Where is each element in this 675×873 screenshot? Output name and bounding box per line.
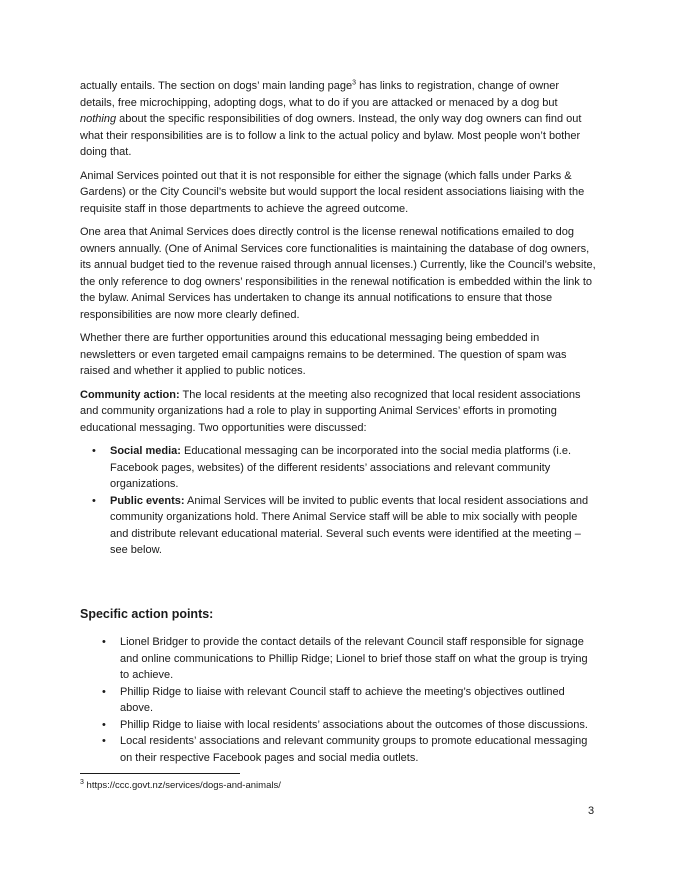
bullet-icon: • [102,685,106,698]
list-item: • Lionel Bridger to provide the contact details of the relevant Council staff responsible for signage and online communications to Phillip Ridge; Lionel to brief those staff on what the group is trying to achieve. [102,636,588,681]
paragraph-community-action: Community action: The local residents at the meeting also recognized that local resident associations and community organizations had a role to play in supporting Animal Services’ efforts in promoting educational messaging. Two opportunities were discussed: [80,388,581,434]
paragraph-landing-page: actually entails. The section on dogs’ main landing page$^3$ has links to registration, change of owner details, free microchipping, adopting dogs, what to do if you are attacked or menaced by a dog but nothing about the specific responsibilities of dog owners. Instead, the only way dog owners can find out what their responsibilities are is to follow a link to the actual policy and bylaw. Most people won’t bother doing that. [80,79,582,158]
footnote-ref: 3 [352,79,357,87]
bullet-icon: • [92,494,96,507]
document-body [80,78,596,766]
paragraph-animal-services-signage: Animal Services pointed out that it is not responsible for either the signage (which falls under Parks & Gardens) or the City Council’s website but would support the local resident associations liaising with the requisite staff in those departments to achieve the agreed outcome. [80,169,585,215]
footnote-divider [80,773,240,774]
list-item: • Phillip Ridge to liaise with local residents’ associations about the outcomes of those discussions. [80,717,596,734]
list-item: • Local residents’ associations and relevant community groups to promote educational messaging on their respective Facebook pages and social media outlets. [102,735,588,764]
list-item-public-events: • Public events: Animal Services will be invited to public events that local resident associations and community organizations hold. There Animal Service staff will be able to mix socially with people and distribute relevant educational material. Several such events were identified at the meeting – see below. [92,494,589,556]
action-points-heading: Specific action points: [80,606,214,621]
paragraph-license-renewal: One area that Animal Services does directly control is the license renewal notifications emailed to dog owners annually. (One of Animal Services core functionalities is maintaining the database of dog owners, its annual budget tied to the revenue raised through annual licenses.) Currently, like the Council’s website, the only reference to dog owners’ responsibilities in the renewal notification is embedded within the link to the bylaw. Animal Services has undertaken to change its annual notifications to ensure that those responsibilities are now more clearly defined. [80,226,596,321]
bullet-icon: • [102,636,106,648]
opportunities-list [80,443,596,559]
footnote: $^3$ https://ccc.govt.nz/services/dogs-and-animals/ [80,778,281,791]
list-item: • Phillip Ridge to liaise with relevant Council staff to achieve the meeting’s objectives outlined above. [102,685,565,714]
community-action-label: Community action: [80,388,180,401]
list-item-social-media: • Social media: Educational messaging can be incorporated into the social media platforms (i.e. Facebook pages, websites) of the different residents’ associations and relevant community organizations. [92,445,572,490]
paragraph-educational-messaging: Whether there are further opportunities around this educational messaging being embedded in newsletters or even targeted email campaigns remains to be determined. The question of spam was raised and whether it applied to public notices. [80,332,567,377]
page-number: 3 [588,805,595,817]
footnote-link[interactable]: https://ccc.govt.nz/services/dogs-and-animals/ [83,780,281,791]
bullet-icon: • [102,735,106,747]
bullet-icon: • [102,718,106,731]
action-points-list [80,634,596,766]
bullet-icon: • [92,445,96,457]
